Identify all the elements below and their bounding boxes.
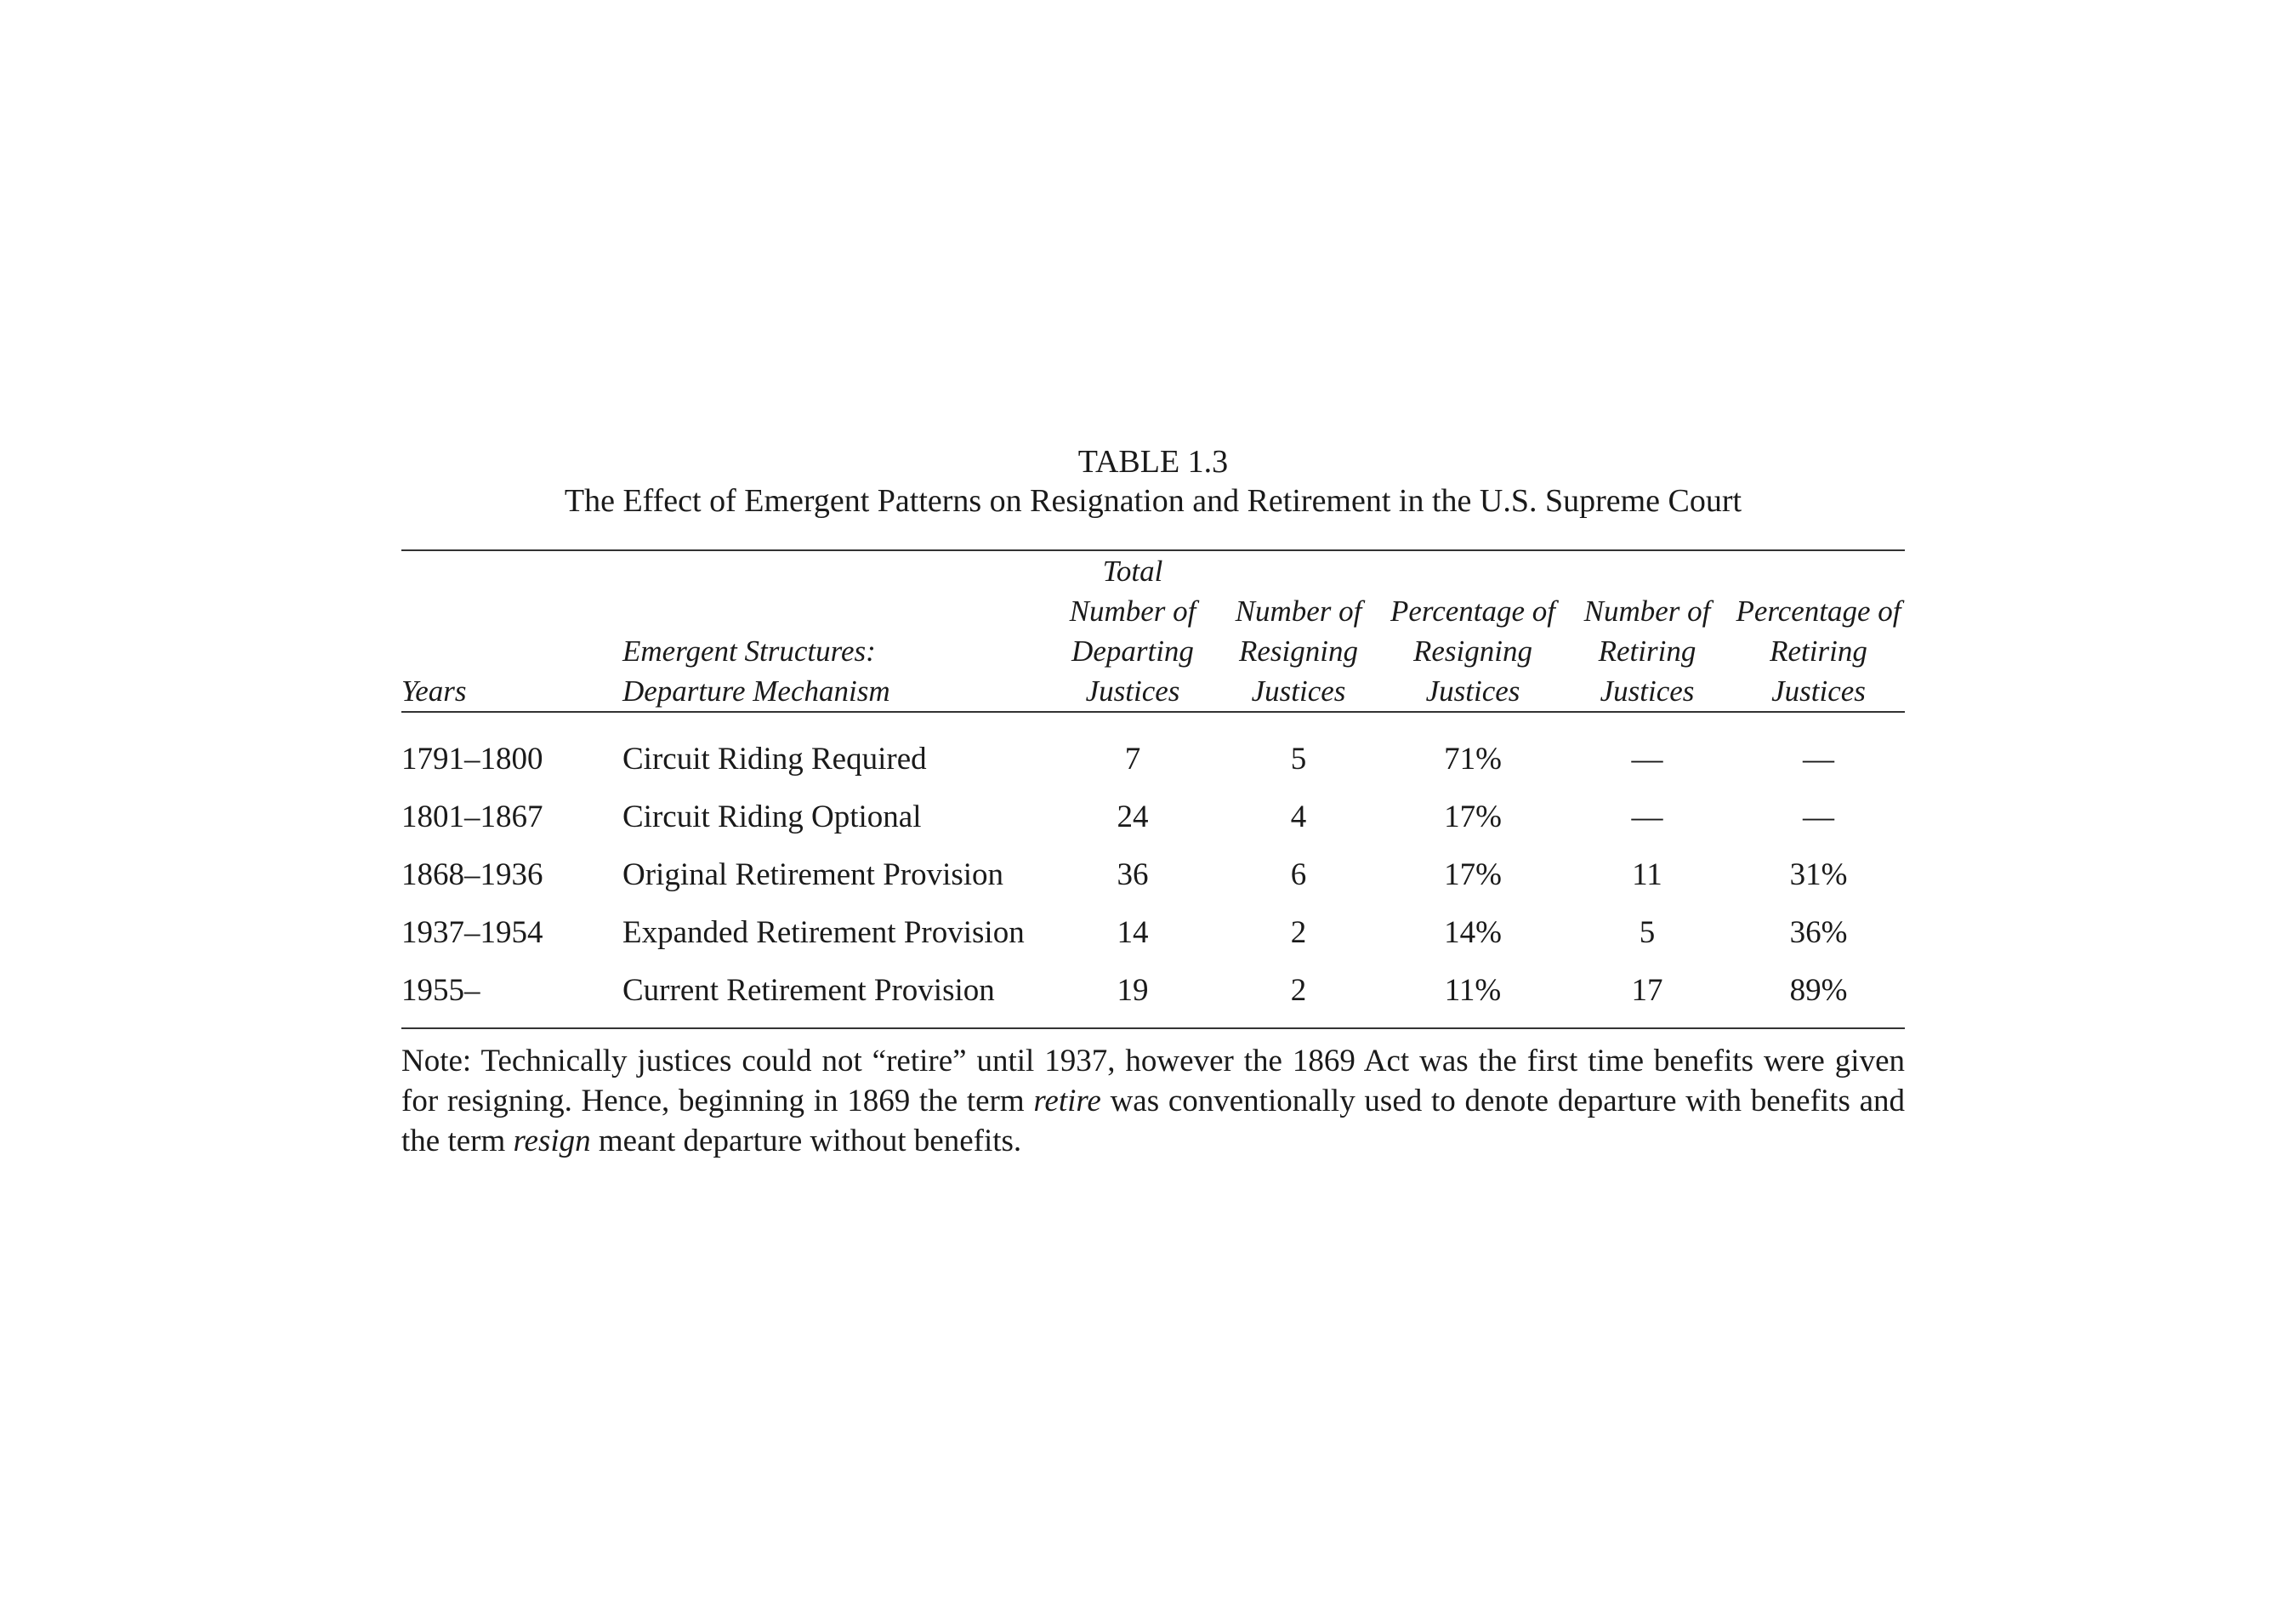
table-header [401, 551, 1905, 713]
cell-resigning-percentage: 17% [1444, 856, 1502, 892]
cell-years: 1801–1867 [401, 799, 543, 834]
header-resigning-number [1213, 551, 1384, 711]
note-emphasis-resign: resign [513, 1124, 591, 1158]
cell-structure: Original Retirement Provision [622, 856, 1004, 892]
data-table [401, 551, 1905, 1027]
cell-retiring-number: 5 [1639, 914, 1656, 950]
table-title: The Effect of Emergent Patterns on Resignation and Retirement in the U.S. Supreme Court [564, 483, 1742, 519]
cell-retiring-percentage: 36% [1789, 914, 1848, 950]
table-block [401, 442, 1905, 1161]
table-row [401, 961, 1905, 1027]
cell-retiring-percentage: 89% [1789, 972, 1848, 1008]
cell-resigning-number: 5 [1290, 741, 1307, 777]
header-line: Number of [1583, 595, 1711, 628]
header-line: Total [1102, 555, 1163, 588]
cell-resigning-percentage: 14% [1444, 914, 1502, 950]
header-line: Retiring [1598, 634, 1696, 668]
cell-total-departing: 7 [1124, 741, 1141, 777]
cell-years: 1791–1800 [401, 741, 543, 777]
note-text-1: Note: Technically justices could not “retire” until 1937, however the 1869 Act was the first time benefits were given for resigning. Hence, beginning in 1869 the term [401, 1044, 1905, 1118]
cell-total-departing: 36 [1117, 856, 1149, 892]
table-label: TABLE 1.3 [1077, 444, 1229, 480]
cell-retiring-number: — [1631, 799, 1663, 834]
header-line: Resigning [1239, 634, 1358, 668]
cell-years: 1868–1936 [401, 856, 543, 892]
table-caption [401, 442, 1905, 521]
cell-retiring-number: — [1631, 741, 1663, 777]
cell-resigning-number: 6 [1290, 856, 1307, 892]
cell-structure: Expanded Retirement Provision [622, 914, 1025, 950]
header-line: Percentage of [1736, 595, 1901, 628]
cell-resigning-percentage: 17% [1444, 799, 1502, 834]
cell-resigning-number: 2 [1290, 914, 1307, 950]
cell-years: 1955– [401, 972, 480, 1008]
note-text-2: was conventionally used to denote departure with benefits and the term [401, 1084, 1905, 1158]
cell-years: 1937–1954 [401, 914, 543, 950]
header-line: Number of [1235, 595, 1362, 628]
header-years [401, 551, 622, 711]
header-line: Percentage of [1390, 595, 1556, 628]
header-line: Retiring [1770, 634, 1867, 668]
header-line: Justices [1771, 674, 1866, 708]
header-retiring-number [1562, 551, 1732, 711]
cell-total-departing: 24 [1117, 799, 1149, 834]
note-text-3: meant departure without benefits. [590, 1124, 1022, 1158]
cell-retiring-number: 11 [1632, 856, 1662, 892]
note-emphasis-retire: retire [1033, 1084, 1101, 1118]
header-resigning-percentage [1384, 551, 1562, 711]
header-line: Years [401, 674, 467, 708]
header-line: Emergent Structures: [622, 634, 876, 668]
header-line: Number of [1069, 595, 1196, 628]
cell-retiring-percentage: 31% [1789, 856, 1848, 892]
header-line: Justices [1425, 674, 1520, 708]
cell-resigning-number: 4 [1290, 799, 1307, 834]
table-body [401, 713, 1905, 1027]
cell-structure: Circuit Riding Optional [622, 799, 922, 834]
cell-total-departing: 19 [1117, 972, 1149, 1008]
header-line: Justices [1085, 674, 1180, 708]
header-line: Justices [1251, 674, 1346, 708]
cell-retiring-number: 17 [1631, 972, 1663, 1008]
header-line: Departing [1071, 634, 1194, 668]
header-line: Resigning [1413, 634, 1532, 668]
header-total [1052, 551, 1213, 711]
header-line: Departure Mechanism [622, 674, 890, 708]
cell-total-departing: 14 [1117, 914, 1149, 950]
header-line: Justices [1600, 674, 1695, 708]
cell-structure: Circuit Riding Required [622, 741, 927, 777]
table-row [401, 903, 1905, 961]
cell-structure: Current Retirement Provision [622, 972, 995, 1008]
cell-resigning-number: 2 [1290, 972, 1307, 1008]
header-retiring-percentage [1732, 551, 1905, 711]
table-row [401, 788, 1905, 845]
cell-retiring-percentage: — [1803, 799, 1834, 834]
bottom-rule [401, 1027, 1905, 1029]
table-note [401, 1041, 1905, 1161]
table-row [401, 713, 1905, 788]
header-structure [622, 551, 1052, 711]
cell-retiring-percentage: — [1803, 741, 1834, 777]
cell-resigning-percentage: 71% [1444, 741, 1502, 777]
table-row [401, 845, 1905, 903]
cell-resigning-percentage: 11% [1444, 972, 1502, 1008]
